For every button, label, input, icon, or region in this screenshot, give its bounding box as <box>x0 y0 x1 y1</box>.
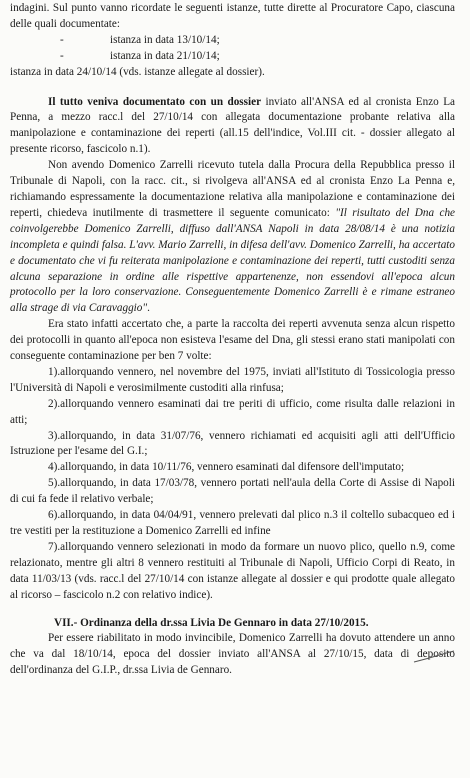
item-continuation: dell'imputato; <box>342 461 405 474</box>
item-continuation: subacqueo ed i tre vestiti per la restituzione a Domenico Zarrelli ed infine <box>10 509 456 537</box>
bullet-dash: - <box>60 49 64 62</box>
dossier-paragraph <box>10 95 455 159</box>
list-item <box>10 460 455 476</box>
intro-text: indagini. Sul punto vanno ricordate le seguenti istanze, tutte dirette al Procuratore Capo, ciascuna delle quali documentate: <box>10 2 455 30</box>
ansa-paragraph <box>10 158 455 317</box>
ansa-end: . <box>147 302 150 315</box>
list-item <box>10 476 455 508</box>
item-continuation: Tossicologia presso l'Università di Napoli e verosimilmente custoditi alla rinfusa; <box>10 365 455 394</box>
intro-last-line: istanza in data 24/10/14 (vds. istanze allegate al dossier). <box>10 65 265 78</box>
item-first-line: 3).allorquando, in data 31/07/76, vennero richiamati ed acquisiti agli atti <box>48 429 399 442</box>
list-item <box>10 540 455 604</box>
item-continuation: quello n.9, come relazionato, mentre gli altri 8 vennero restituiti al Tribunale di Napoli, Ufficio Corpi di Reato, in data 11/03/13 (vds. racc.l del 27/10/14 con istanze allegate al dossier e qui prodotte quale allegato al ricorso – fascicolo n.2 con relativo indice). <box>10 540 455 601</box>
list-item <box>10 49 455 65</box>
bullet-text: istanza in data 13/10/14; <box>110 33 220 46</box>
contamination-list <box>10 365 455 604</box>
pen-mark-icon <box>412 650 456 664</box>
ansa-quote: "Il risultato del Dna che coinvolgerebbe Domenico Zarrelli, diffuso dall'ANSA Napoli in data 28/08/14 è una notizia incompleta e quindi falsa. L'avv. Mario Zarrelli, in difesa dell'avv. Domenico Zarrelli, ha accertato e documentato che vi fu reiterata manipolazione e contaminazione dei reperti, tutti custoditi senza alcuna separazione in ordine alle rispettive appartenenze, non essendovi all'epoca alcun protocollo per la loro conservazione. Conseguentemente Domenico Zarrelli è e rimane estraneo alla strage di via Caravaggio" <box>10 206 456 315</box>
list-item <box>10 397 455 429</box>
ansa-plain: Non avendo Domenico Zarrelli ricevuto tutela dalla Procura della Repubblica presso il Tribunale di Napoli, con la racc. cit., si rivolgeva all'ANSA ed al cronista Enzo La Penna e, richiamando espressamente la documentazione relativa alla manipolazione e contaminazione dei reperti, chiedeva inutilmente di trasmettere il seguente comunicato: <box>10 159 455 219</box>
bullet-text: istanza in data 21/10/14; <box>110 49 220 62</box>
item-first-line: 4).allorquando, in data 10/11/76, vennero esaminati dal difensore <box>48 461 340 474</box>
item-first-line: 5).allorquando, in data 17/03/78, vennero portati nell'aula della Corte di <box>48 477 377 490</box>
list-item <box>10 429 455 461</box>
item-first-line: 7).allorquando vennero selezionati in modo da formare un nuovo plico, <box>48 540 375 553</box>
accertato-paragraph: Era stato infatti accertato che, a parte la raccolta dei reperti avvenuta senza alcun rispetto dei protocolli in quanto all'epoca non esisteva l'esame del Dna, gli stessi erano stati manipolati con conseguente contaminazione per ben 7 volte: <box>10 318 455 363</box>
item-first-line: 2).allorquando vennero esaminati dai tre periti di ufficio, come risulta dalle <box>48 397 399 410</box>
item-continuation: dell'Ufficio Istruzione per l'esame del G.I.; <box>10 429 455 458</box>
section-heading: VII.- Ordinanza della dr.ssa Livia De Gennaro in data 27/10/2015. <box>54 616 369 629</box>
list-item <box>10 508 455 540</box>
item-first-line: 1).allorquando vennero, nel novembre del 1975, inviati all'Istituto di <box>48 365 363 378</box>
dossier-bold-lead: Il tutto veniva documentato con un dossier <box>48 95 262 108</box>
list-item <box>10 33 455 49</box>
bullet-dash: - <box>60 33 64 46</box>
item-continuation: Assise di Napoli di cui fa fede il relativo verbale; <box>10 477 455 506</box>
item-first-line: 6).allorquando, in data 04/04/91, vennero prelevati dal plico n.3 il coltello <box>48 509 385 522</box>
list-item <box>10 365 455 397</box>
dossier-rest: inviato all'ANSA ed al cronista Enzo La Penna, a mezzo racc.l del 27/10/14 con allegata documentazione probante relativa alla manipolazione e contaminazione dei reperti (all.15 dell'indice, Vol.III cit. - dossier allegato al presente ricorso, fascicolo n.1). <box>10 95 455 156</box>
section-body: Per essere riabilitato in modo invincibile, Domenico Zarrelli ha dovuto attendere un anno che va dal 18/10/14, epoca del dossier inviato all'ANSA al 27/10/15, data di deposito dell'ordinanza del G.I.P., dr.ssa Livia de Gennaro. <box>10 632 455 677</box>
item-continuation: relazioni in atti; <box>10 397 455 426</box>
